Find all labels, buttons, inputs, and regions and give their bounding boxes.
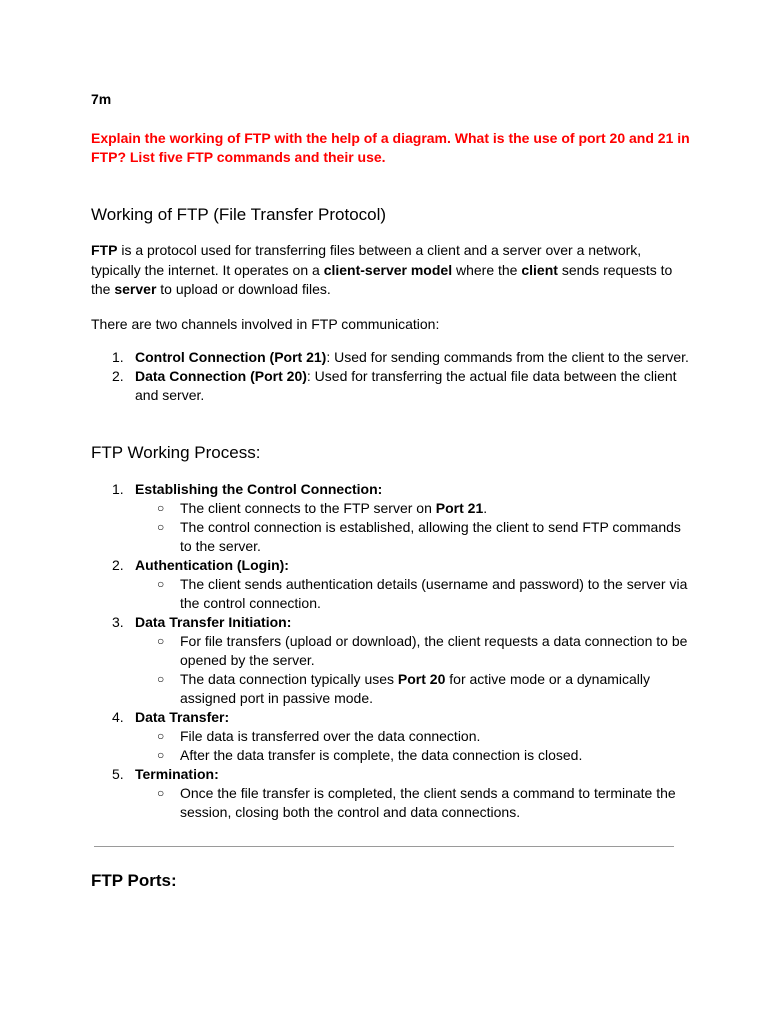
list-item (135, 518, 691, 556)
intro-bold-server: server (114, 281, 157, 297)
process-step (91, 556, 691, 613)
list-item (135, 575, 691, 613)
heading-ftp-ports: FTP Ports: (91, 871, 177, 890)
channels-list (91, 348, 691, 405)
item-text: The client sends authentication details (username and password) to the server via the control connection. (180, 576, 688, 611)
bullet-icon: ○ (157, 672, 165, 686)
step-number: 1. (112, 481, 124, 497)
item-text: The client connects to the FTP server on (180, 500, 436, 516)
step-number: 2. (112, 557, 124, 573)
step-title: Establishing the Control Connection: (135, 481, 383, 497)
bullet-icon: ○ (157, 501, 165, 515)
process-step (91, 613, 691, 708)
step-details (135, 727, 691, 765)
step-title: Data Transfer: (135, 709, 230, 725)
intro-bold-client: client (521, 261, 558, 278)
step-title: Termination: (135, 766, 219, 782)
horizontal-divider (94, 846, 674, 847)
channel-description: : Used for sending commands from the client to the server. (326, 349, 689, 365)
heading-working-of-ftp: Working of FTP (File Transfer Protocol) (91, 205, 387, 224)
intro-text-1: is a protocol used for transferring files between a client and a server over a network, typically the internet. It operates on a (91, 242, 642, 278)
heading-ftp-working-process: FTP Working Process: (91, 443, 261, 462)
intro-bold-ftp: FTP (91, 242, 118, 258)
item-text: File data is transferred over the data connection. (180, 728, 481, 744)
question-text: Explain the working of FTP with the help of a diagram. What is the use of port 20 and 21 in FTP? List five FTP commands and their use. (91, 130, 690, 165)
list-item (135, 670, 691, 708)
item-bold-text: Port 20 (397, 671, 446, 687)
step-number: 3. (112, 614, 124, 630)
item-text: Once the file transfer is completed, the client sends a command to terminate the session, closing both the control and data connections. (180, 785, 676, 820)
item-text: The data connection typically uses (180, 671, 398, 687)
bullet-icon: ○ (157, 520, 165, 534)
step-title: Data Transfer Initiation: (135, 614, 292, 630)
bullet-icon: ○ (157, 748, 165, 762)
list-number: 2. (112, 368, 124, 384)
intro-text-2: where the (452, 261, 522, 278)
intro-text-4: to upload or download files. (156, 281, 331, 297)
item-text-end: for active mode or a dynamically assigned port in passive mode. (180, 671, 651, 706)
step-details (135, 575, 691, 613)
step-details (135, 632, 691, 708)
channels-intro: There are two channels involved in FTP communication: (91, 316, 440, 332)
channel-label: Data Connection (Port 20) (135, 368, 307, 384)
item-text-end: . (483, 500, 488, 516)
step-number: 5. (112, 766, 124, 782)
intro-paragraph (91, 241, 681, 300)
list-item (135, 499, 691, 518)
item-text: After the data transfer is complete, the data connection is closed. (180, 747, 583, 763)
list-item (91, 348, 691, 367)
item-text: The control connection is established, allowing the client to send FTP commands to the server. (180, 519, 681, 554)
list-item (135, 746, 691, 765)
list-item (135, 727, 691, 746)
step-details (135, 499, 691, 556)
list-item (135, 784, 691, 822)
step-number: 4. (112, 709, 124, 725)
marks-label: 7m (91, 91, 112, 107)
intro-text-3: sends requests to the (91, 261, 673, 297)
list-item (135, 632, 691, 670)
bullet-icon: ○ (157, 729, 165, 743)
step-details (135, 784, 691, 822)
channel-description: : Used for transferring the actual file data between the client and server. (135, 368, 677, 403)
bullet-icon: ○ (157, 634, 165, 648)
list-number: 1. (112, 349, 124, 365)
channel-label: Control Connection (Port 21) (135, 349, 327, 365)
bullet-icon: ○ (157, 786, 165, 800)
list-item (91, 367, 691, 405)
process-step (91, 480, 691, 556)
process-steps-list (91, 480, 691, 822)
item-bold-text: Port 21 (435, 500, 484, 516)
bullet-icon: ○ (157, 577, 165, 591)
process-step (91, 708, 691, 765)
process-step (91, 765, 691, 822)
item-text: For file transfers (upload or download), the client requests a data connection to be opened by the server. (180, 633, 688, 668)
intro-bold-client-server-model: client-server model (323, 261, 453, 278)
step-title: Authentication (Login): (135, 557, 289, 573)
